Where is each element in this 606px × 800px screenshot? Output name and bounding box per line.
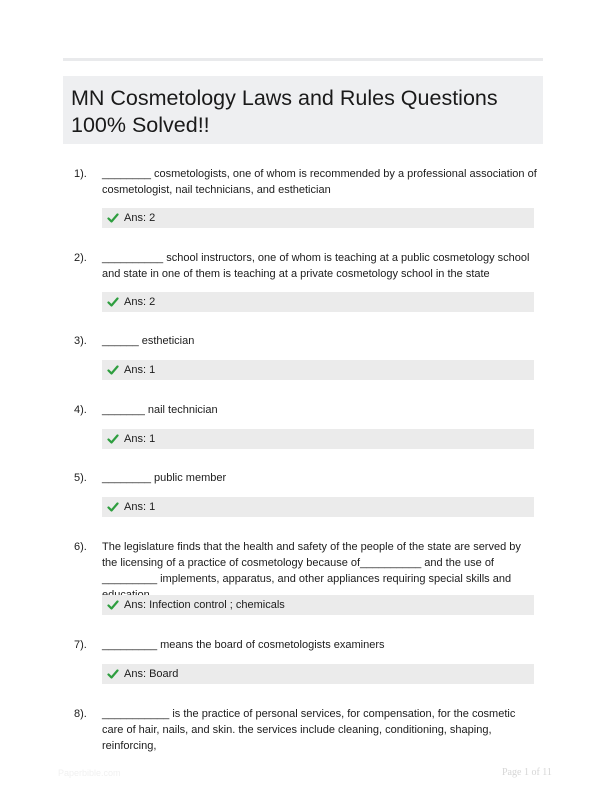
question-text: _______ nail technician xyxy=(102,404,218,416)
title-banner xyxy=(63,76,543,144)
check-icon xyxy=(107,599,119,611)
answer-text: Ans: 1 xyxy=(124,501,156,513)
question-number: 7). xyxy=(74,639,87,651)
question-text: ______ esthetician xyxy=(102,335,195,347)
question-text: __________ school instructors, one of whom is teaching at a public cosmetology school and state in one of them is teaching at a private cosmetology school in the state xyxy=(102,252,530,280)
check-icon xyxy=(107,501,119,513)
question-text: The legislature finds that the health and safety of the people of the state are served by the licensing of a practice of cosmetology because of__________ and the use of _________ implements, apparatus, and other appliances requiring special skills and xyxy=(102,541,521,585)
title-line-1: MN Cosmetology Laws and Rules Questions xyxy=(71,86,498,110)
answer-box xyxy=(102,664,534,684)
answer-box xyxy=(102,497,534,517)
answer-box xyxy=(102,429,534,449)
check-icon xyxy=(107,296,119,308)
question-number: 1). xyxy=(74,168,87,180)
footer-site-watermark: Paperbible.com xyxy=(58,768,121,778)
page-title xyxy=(71,85,535,139)
question-number: 5). xyxy=(74,472,87,484)
check-icon xyxy=(107,433,119,445)
top-divider xyxy=(63,58,543,61)
question-text: ________ cosmetologists, one of whom is recommended by a professional association of cosmetologist, nail technicians, and esthetician xyxy=(102,168,537,196)
question-text: ________ public member xyxy=(102,472,227,484)
question-number: 6). xyxy=(74,541,87,553)
question-number: 2). xyxy=(74,252,87,264)
answer-box xyxy=(102,208,534,228)
question-number: 8). xyxy=(74,708,87,720)
question-number: 3). xyxy=(74,335,87,347)
answer-text: Ans: 2 xyxy=(124,296,156,308)
answer-text: Ans: Infection control ; chemicals xyxy=(124,599,285,611)
answer-text: Ans: 2 xyxy=(124,212,156,224)
footer-page-number: Page 1 of 11 xyxy=(502,767,552,778)
question-text: _________ means the board of cosmetologists examiners xyxy=(102,639,385,651)
answer-text: Ans: Board xyxy=(124,668,179,680)
answer-text: Ans: 1 xyxy=(124,364,156,376)
answer-box xyxy=(102,595,534,615)
check-icon xyxy=(107,212,119,224)
check-icon xyxy=(107,364,119,376)
answer-box xyxy=(102,360,534,380)
title-line-2: 100% Solved!! xyxy=(71,113,210,137)
question-text: ___________ is the practice of personal services, for compensation, for the cosmetic care of hair, nails, and skin. the services include cleaning, conditioning, shaping, reinforcing, xyxy=(102,708,516,752)
answer-text: Ans: 1 xyxy=(124,433,156,445)
question-number: 4). xyxy=(74,404,87,416)
check-icon xyxy=(107,668,119,680)
answer-box xyxy=(102,292,534,312)
